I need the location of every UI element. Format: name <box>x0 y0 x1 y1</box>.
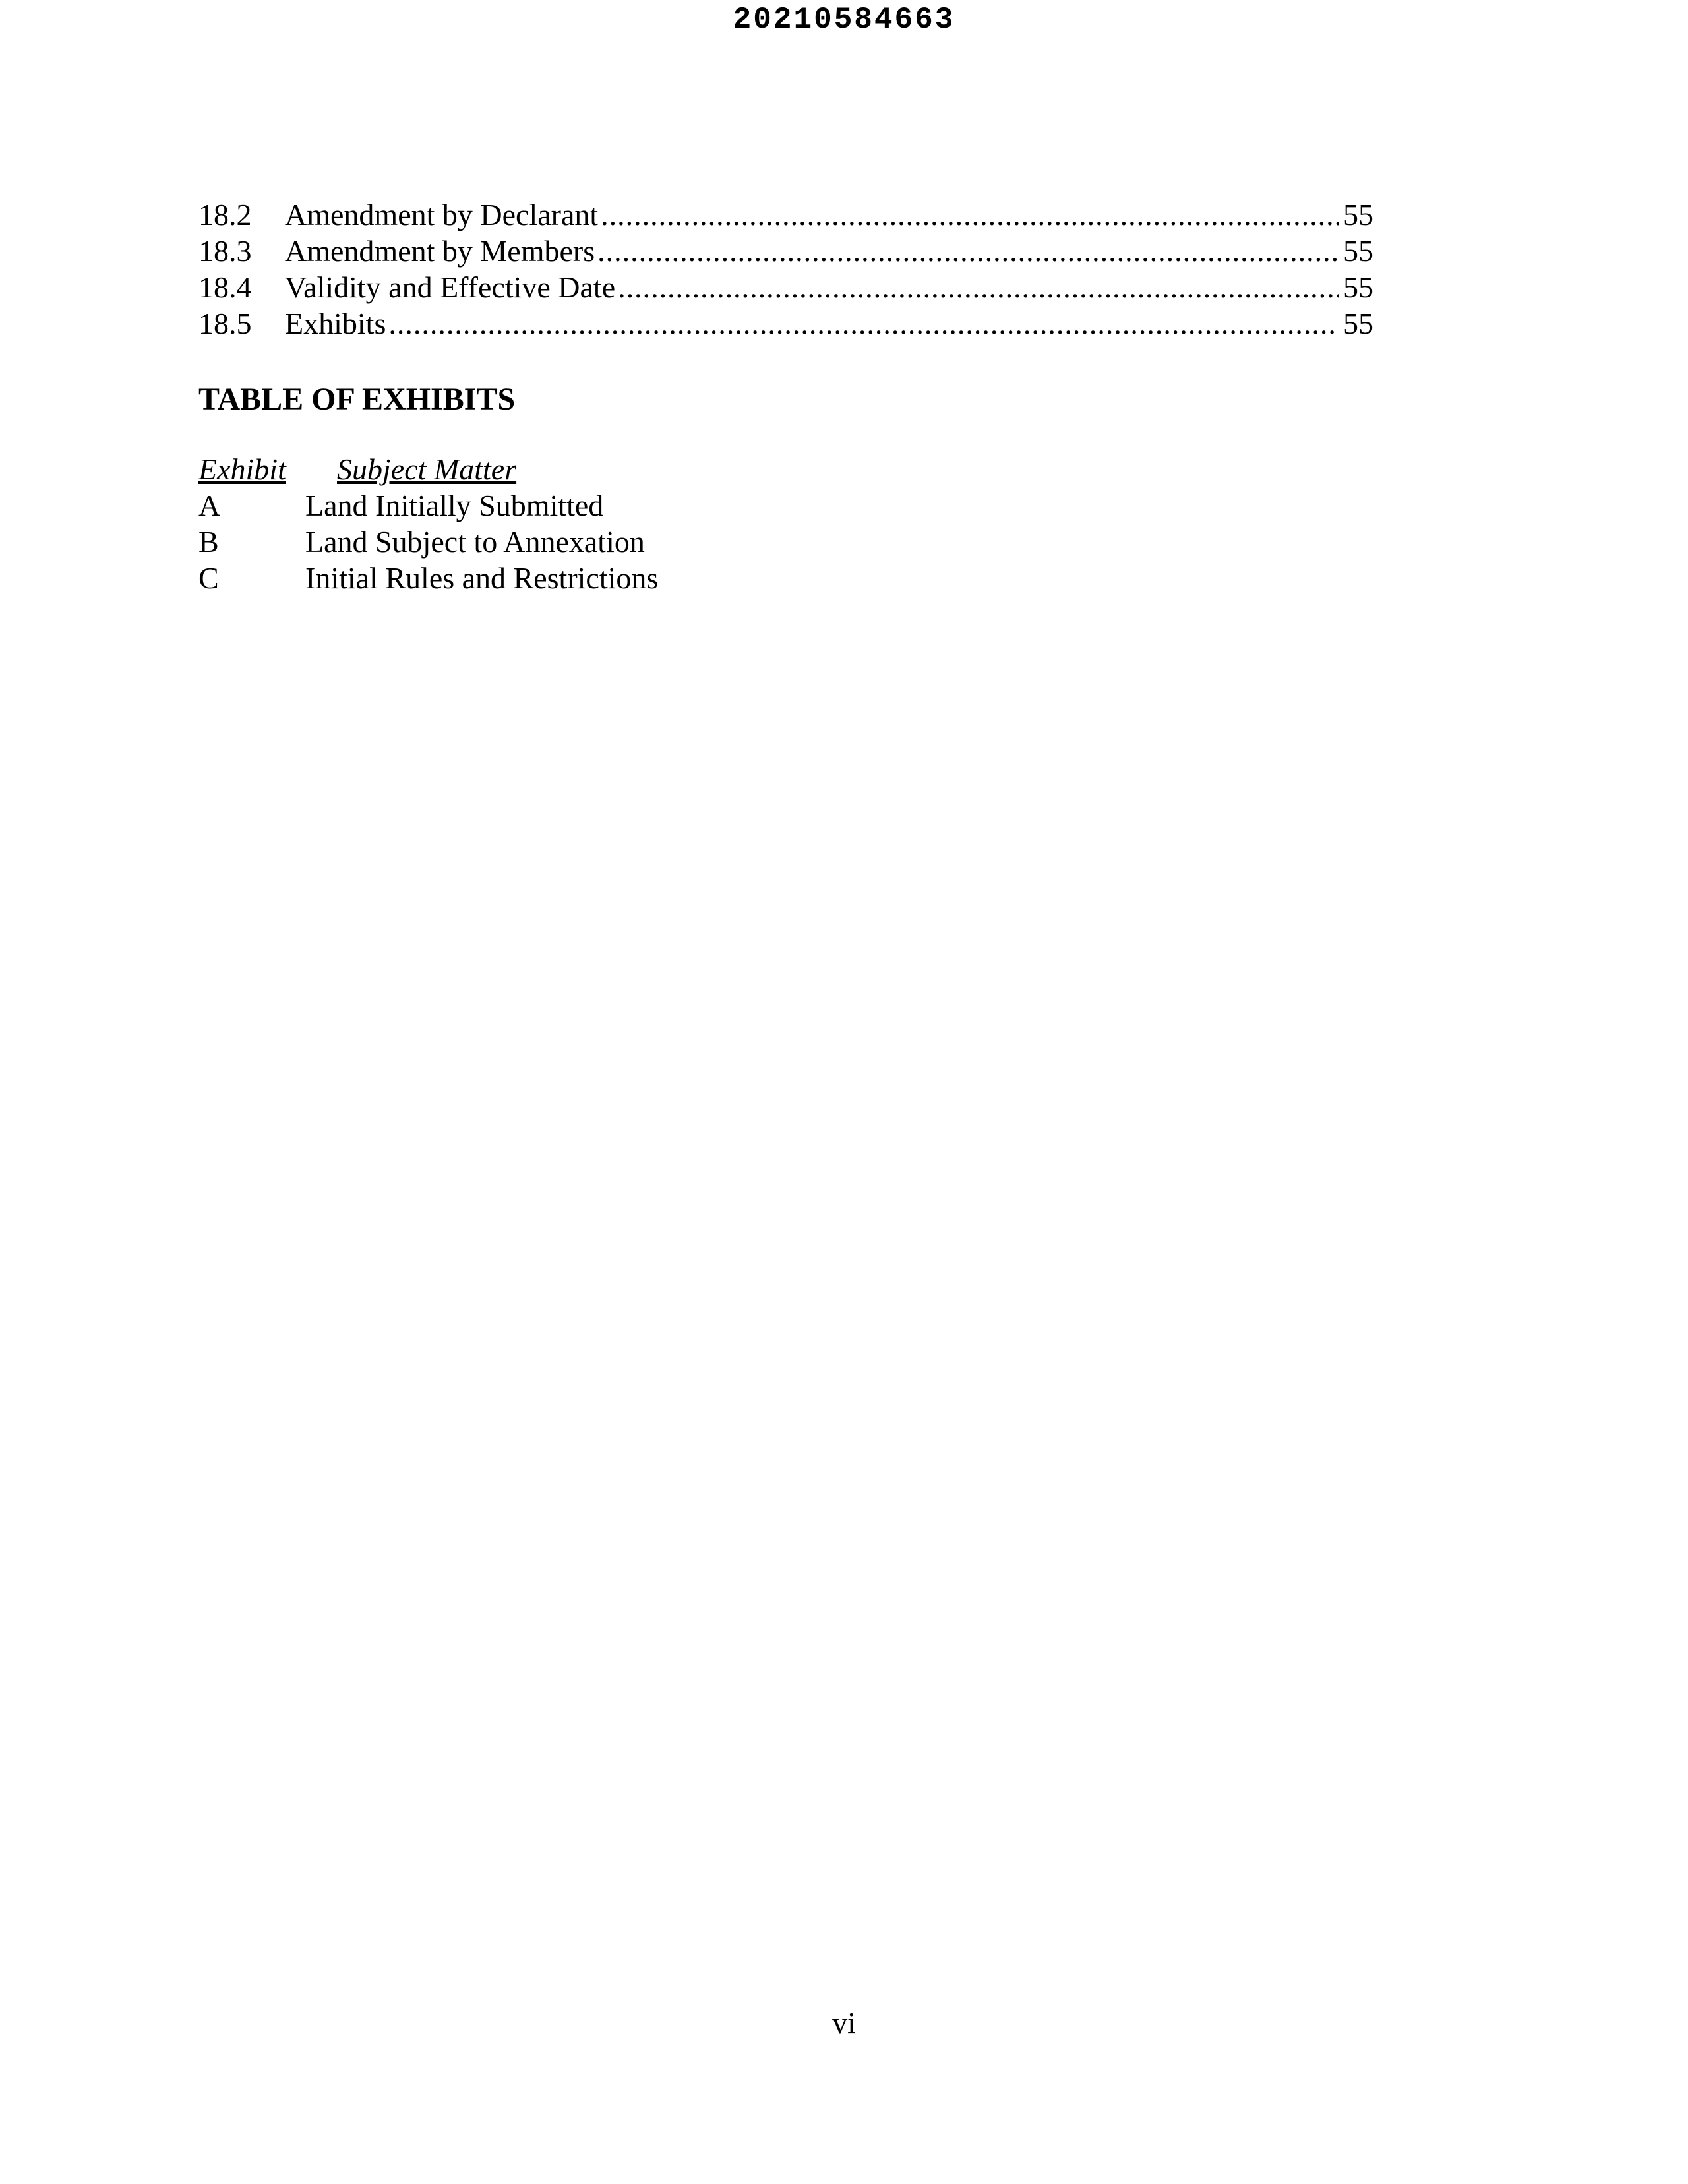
toc-entry-page: 55 <box>1343 198 1373 231</box>
toc-entry-page: 55 <box>1343 270 1373 304</box>
toc-entry-number: 18.3 <box>198 234 252 268</box>
toc-entry <box>198 233 1373 269</box>
toc-entry <box>198 305 1373 342</box>
dot-leader <box>601 197 1339 233</box>
exhibits-table-header <box>198 451 658 487</box>
toc-entry-number: 18.5 <box>198 307 252 340</box>
dot-leader <box>597 233 1339 269</box>
toc-entry <box>198 197 1373 233</box>
subject-column-header: Subject Matter <box>337 452 517 486</box>
exhibit-subject: Initial Rules and Restrictions <box>305 561 659 595</box>
document-number: 20210584663 <box>733 3 955 37</box>
exhibit-row <box>198 524 658 560</box>
dot-leader <box>388 305 1339 342</box>
exhibit-subject: Land Subject to Annexation <box>305 525 645 559</box>
toc-entry-title: Amendment by Members <box>285 234 595 268</box>
toc-entry-number: 18.4 <box>198 270 252 304</box>
exhibits-heading: TABLE OF EXHIBITS <box>198 382 516 417</box>
exhibit-subject: Land Initially Submitted <box>305 489 604 522</box>
toc-entry-page: 55 <box>1343 307 1373 340</box>
toc-entry <box>198 269 1373 305</box>
toc-entry-title: Validity and Effective Date <box>285 270 616 304</box>
toc-entry-page: 55 <box>1343 234 1373 268</box>
exhibit-letter: C <box>198 561 219 595</box>
page-number: vi <box>832 2006 856 2040</box>
toc-entry-title: Exhibits <box>285 307 386 340</box>
toc-entry-number: 18.2 <box>198 198 252 231</box>
exhibit-letter: A <box>198 489 221 522</box>
exhibit-row <box>198 560 658 596</box>
toc-entry-title: Amendment by Declarant <box>285 198 599 231</box>
table-of-contents <box>198 197 1373 342</box>
exhibit-row <box>198 487 658 524</box>
exhibits-table <box>198 451 658 596</box>
dot-leader <box>618 269 1339 305</box>
exhibit-letter: B <box>198 525 219 559</box>
exhibit-column-header: Exhibit <box>198 452 286 486</box>
